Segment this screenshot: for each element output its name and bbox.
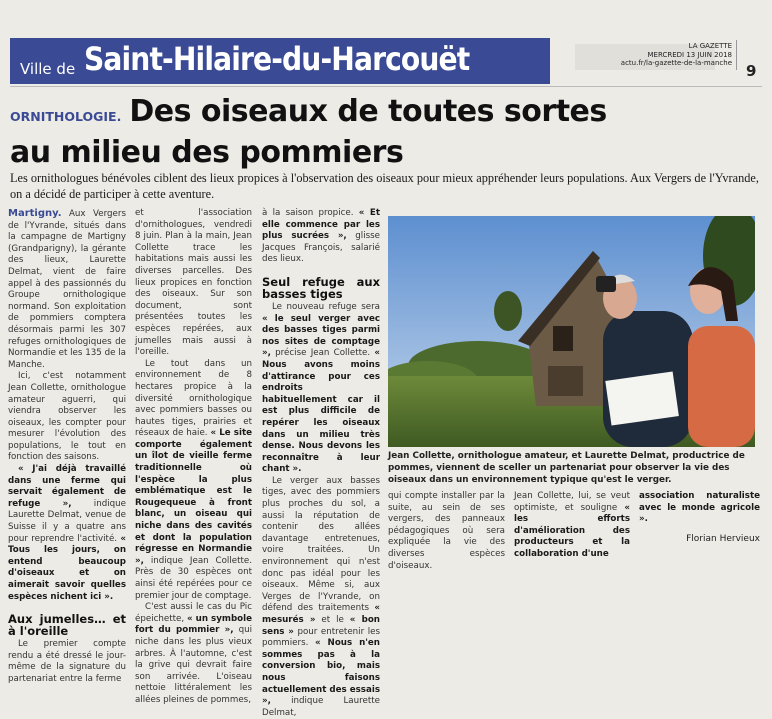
article-photo xyxy=(388,216,755,447)
article-headline xyxy=(10,94,765,171)
paragraph: Le tout dans un environnement de 8 hectares propice à la diversité ornithologique avec pommiers basses ou hautes tiges, prairies et réseaux de haie. xyxy=(135,358,252,439)
photo-illustration xyxy=(388,216,755,447)
paragraph: Ici, c'est notamment Jean Collette, ornithologue amateur aguerri, qui viendra observer les oiseaux, les compter pour mesurer l'évolution des populations, le tout en fonction des saisons. xyxy=(8,371,126,463)
quote: « Et elle commence par les plus sucrées », xyxy=(262,208,380,242)
paragraph: indique Jean Collette. Près de 30 espèces ont ainsi été repérées pour ce premier jour de comptage. xyxy=(135,555,252,601)
paragraph: et le xyxy=(321,615,344,625)
tree xyxy=(494,291,522,331)
page-number: 9 xyxy=(746,62,757,80)
paragraph: indique Laurette Delmat, xyxy=(262,696,380,718)
masthead xyxy=(621,42,732,68)
paragraph: qui compte installer par la suite, au sein de ses vergers, des panneaux pédagogiques où sera expliquée la vie des diverses espèces d'oiseaux. xyxy=(388,491,505,571)
dateline: Martigny. xyxy=(8,208,62,219)
paragraph: glisse Jacques François, salarié des lieux. xyxy=(262,231,381,265)
paragraph: précise Jean Collette. xyxy=(275,348,371,359)
banner-ville-de: Ville de xyxy=(20,60,76,78)
article-column-6 xyxy=(639,491,760,572)
publication-date: MERCREDI 13 JUIN 2018 xyxy=(647,50,732,59)
article-column-3 xyxy=(262,208,380,719)
article-kicker: ORNITHOLOGIE. xyxy=(10,109,122,124)
paragraph: C'est aussi le cas du Pic épeichette, xyxy=(135,602,252,624)
article-column-5 xyxy=(514,491,630,572)
paragraph: à la saison propice. xyxy=(262,208,354,218)
paragraph: indique Laurette Delmat, venue de Suisse il y a quatre ans pour reprendre l'activité. xyxy=(8,498,126,544)
quote: « J'ai déjà travaillé dans une ferme qui servait également de refuge », xyxy=(8,464,126,509)
paragraph: Le verger aux basses tiges, avec des pommiers plus proches du sol, a aussi la réputation de contenir des allées davantage entretenues, voire traitées. Un environnement qui n'est donc pas idéal pour les oiseaux. Même si, aux Verges de l'Yvrande, on défend des traitements xyxy=(262,475,380,614)
quote: « bon sens » xyxy=(262,615,380,637)
publication-name: LA GAZETTE xyxy=(688,42,732,50)
subheading: Aux jumelles… et à l'oreille xyxy=(8,612,126,639)
article-column-1 xyxy=(8,208,126,686)
paragraph: Jean Collette, lui, se veut optimiste, et souligne xyxy=(514,491,630,513)
publication-website: actu.fr/la-gazette-de-la-manche xyxy=(620,59,732,67)
paragraph: qui niche dans les plus vieux arbres. À l'automne, c'est la grive qui devrait faire son arrivée. L'oiseau nettoie littéralement les allées pleines de pommes, xyxy=(135,625,252,705)
article-byline: Florian Hervieux xyxy=(686,533,760,544)
divider xyxy=(10,86,762,87)
section-banner xyxy=(10,38,550,84)
article-column-4 xyxy=(388,491,505,572)
paragraph: Le premier compte rendu a été dressé le jour-même de la signature du partenariat entre la ferme xyxy=(8,639,126,684)
paragraph: pour entretenir les pommiers. xyxy=(262,626,381,649)
quote: « Nous n'en sommes pas à la conversion bio, mais nous faisons actuellement des essais », xyxy=(262,638,380,707)
paragraph: Le nouveau refuge sera xyxy=(272,301,380,312)
bottom-columns xyxy=(388,491,760,572)
divider xyxy=(736,40,737,70)
article-column-2 xyxy=(135,208,252,707)
subheading: Seul refuge aux basses tiges xyxy=(262,274,380,301)
quote: « les efforts d'amélioration des producteurs et la collaboration d'une xyxy=(514,502,630,559)
headline-line-2: au milieu des pommiers xyxy=(10,135,404,170)
headline-line-1: Des oiseaux de toutes sortes xyxy=(129,94,607,129)
article-standfirst: Les ornithologues bénévoles ciblent des lieux propices à l'observation des oiseaux pour mieux appréhender leurs populations. Aux Vergers de l'Yvrande, on a décidé de participer à cette aventure. xyxy=(10,171,759,201)
quote: « Tous les jours, on entend beaucoup d'oiseaux et on aimerait savoir quelles espèces nichent ici ». xyxy=(8,533,126,602)
paragraph: et l'association d'ornithologues, vendredi 8 juin. Plan à la main, Jean Collette trace les habitations mais aussi les diverses parcelles. Des lieux propices en fonction des oiseaux. Sur son document, sont présentées toutes les espèces repérées, aux jumelles mais aussi à l'oreille. xyxy=(135,208,252,358)
quote: « le seul verger avec des basses tiges parmi nos sites de comptage », xyxy=(262,313,380,359)
paragraph: Aux Vergers de l'Yvrande, situés dans la campagne de Martigny (Grandparigny), la gérante des lieux, Laurette Delmat, vient de faire appel à des passionnés du Groupe ornithologique normand. Son exploitation de pommiers comptera désormais parmi les 307 refuges ornithologiques de Normandie et les 135 de la Manche. xyxy=(8,209,126,370)
quote: « Le site comporte également un îlot de vieille ferme traditionnelle où l'espèce la plus emblématique est le Rougequeue à front blanc, un oiseau qui niche dans des cavités et dont la population régresse en Normandie », xyxy=(135,428,252,566)
quote: « un symbole fort du pommier », xyxy=(135,613,252,636)
headline-row-1 xyxy=(10,94,765,135)
quote: « mesurés » xyxy=(262,603,381,625)
quote: « Nous avons moins d'attirance pour ces endroits habituellement car il est plus difficile de repérer les oiseaux dans un milieu très dense. Nous devons les reconnaître à leur chant ». xyxy=(262,348,380,475)
banner-city-name: Saint-Hilaire-du-Harcouët xyxy=(84,40,470,78)
photo-caption: Jean Collette, ornithologue amateur, et Laurette Delmat, productrice de pommes, viennent de sceller un partenariat pour observer la vie des oiseaux dans un environnement typique qu'est le verger. xyxy=(388,451,745,485)
quote: association naturaliste avec le monde agricole ». xyxy=(639,491,760,525)
